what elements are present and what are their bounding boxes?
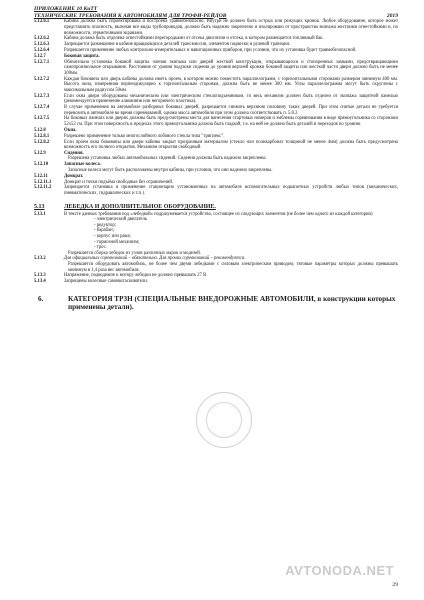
clause-text: Напряжение, подводимое к мотору лебедки не должно превышать 27 В. [64, 273, 208, 279]
chapter-heading [34, 295, 398, 312]
clause-text: Разрешено применение только многослойного лобового стекла типа "триплекс". [64, 133, 225, 139]
header-year: 2019 [386, 12, 398, 19]
clause-number: 5.12.7.5 [34, 116, 50, 122]
clause-number: 5.12.6.1 [34, 19, 50, 25]
clause-number: 5.12.8.2 [34, 139, 50, 145]
clause-number: 5.12.9 [34, 150, 46, 156]
clause-text: На боковых панелях или дверях должны быть предусмотрены места для нанесения стартовых номеров и эмблемы соревнования в виде прямоугольника со сторонами 52х52 см. При этом поверхность в пределах этого прямоугольника должна быть гладкой, т.е. на ней не должно быть деталей и переходов по уровню. [64, 116, 398, 127]
clause-row [34, 105, 398, 116]
clause-text: Обязательна установка боковой защиты членов экипажа или дверей жесткой конструкции, открывающихся и стопоренных замками, предотвращающими самопроизвольное открывание. Расстояние от уровня подушки сидения до уровня верхней кромки боковой защиты или жесткой части двери должно быть не менее 300мм. [64, 59, 398, 76]
list-item: - редуктор; [94, 223, 398, 229]
clause-row [34, 128, 398, 134]
clause-number: 5.12.10 [34, 162, 49, 168]
clause-row [34, 140, 398, 151]
clause-row [34, 54, 398, 60]
clause-number: 5.12.7.3 [34, 93, 50, 99]
clause-row [34, 42, 398, 48]
clause-text: Запасные колеса. [64, 162, 101, 168]
clause-number: 5.12.6.3 [34, 42, 50, 48]
clause-row [34, 180, 398, 186]
site-watermark: AVTONODA.NET [285, 563, 394, 578]
section-number: 5.13 [34, 204, 45, 211]
clause-text: Каждая боковина или дверь кабины должна иметь проем, в котором можно поместить параллелограмм, с горизонтальными сторонами размером минимум 400 мм. Высота окна, измеренная перпендикулярно к горизонтальным сторонам, должна быть не менее 300 мм. Углы параллелограмма могут быть скруглены с максимальным радиусом 50мм. [64, 76, 398, 93]
section-heading [34, 204, 398, 211]
clause-text: Для официальных соревнований – обязательно. Для прочих соревнований – рекомендуется. [64, 256, 246, 262]
clause-text: Запрещены колесные самовытаскиватели. [64, 279, 148, 285]
clause-row [34, 77, 398, 94]
clause-number: 5.12.7.2 [34, 76, 50, 82]
list-item: - тормозной механизм; [94, 240, 398, 246]
clause-text: Домкрат и точки подъёма свободные без ограничений. [64, 179, 174, 185]
page-header [34, 6, 398, 19]
chapter-number: 6. [38, 294, 44, 303]
clause-text: Запрещается установка и применение стационарно установленных на автомобиле вспомогательных подкапотных устройств любых типов (механических, пневматических, гидравлических и т.п.). [64, 185, 398, 196]
clause-row [34, 19, 398, 36]
clause-text: Домкрат. [64, 173, 84, 179]
clause-row [34, 174, 398, 180]
section-title: ЛЕБЕДКА И ДОПОЛНИТЕЛЬНОЕ ОБОРУДОВАНИЕ. [64, 204, 216, 211]
chapter-title: КАТЕГОРИЯ ТР3Н (СПЕЦИАЛЬНЫЕ ВНЕДОРОЖНЫЕ АВТОМОБИЛИ, в конструкции которых применены детали). [68, 294, 396, 312]
clause-row [34, 36, 398, 42]
list-item: - корпус или рама; [94, 234, 398, 240]
seats-note: Разрешена установка любых автомобильных сидений. Сидения должны быть надежно закреплены. [68, 156, 267, 162]
clause-text: Если окна двери оборудованы механическим или электрическим стеклоподъемником, то весь механизм должен быть отделен от экипажа защитной панелью (рекомендуется применение алюминия или негорючего пластика). [64, 93, 398, 105]
clause-number: 5.13.3 [34, 273, 46, 279]
header-title: ТЕХНИЧЕСКИЕ ТРЕБОВАНИЯ К АВТОМОБИЛЯМ ДЛЯ ТРОФИ-РЕЙДОВ [34, 12, 227, 19]
clause-row [34, 94, 398, 105]
clause-row [34, 116, 398, 127]
clause-row [34, 212, 398, 218]
list-item: - электрический двигатель [94, 217, 398, 223]
clause-number: 5.12.11.1 [34, 179, 52, 185]
clauses-list-3 [34, 174, 398, 197]
clause-number: 5.12.6.2 [34, 36, 50, 42]
clause-number: 5.13.1 [34, 211, 46, 217]
clause-number: 5.12.6.4 [34, 48, 50, 54]
clause-text: Сидения. [64, 150, 84, 156]
clause-number: 5.13.4 [34, 279, 46, 285]
clause-text: Запрещается размещение в кабине вращающихся деталей трансмиссии, элементов подвески и рулевой трапеции. [64, 42, 291, 48]
clause-number: 5.12.7.4 [34, 105, 50, 111]
clause-text: Если проем окна боковины или двери кабины закрыт прозрачным материалом (стекло или поликарбонат толщиной не менее 4мм) должна быть предусмотрена возможность его полного открытия. Механизм открытия свободный. [64, 139, 398, 151]
list-item: - трос. [94, 245, 398, 251]
clause-row [34, 48, 398, 54]
header-appendix: ПРИЛОЖЕНИЕ 10 КиТТ [34, 6, 98, 12]
winch-power-note: Разрешается оборудовать автомобиль, не более чем двумя лебедками с силовым электрическим приводом, тяговые параметры которых должны превышать минимум в 1,4 раза вес автомобиля. [68, 262, 398, 273]
clause-number: 5.12.7 [34, 53, 46, 59]
clause-row [34, 60, 398, 77]
clause-text: Кабина должна быть отделена огнестойкими перегородками от отсека двигателя и отсека, в котором размещается топливный бак. [64, 36, 324, 42]
clause-number: 5.13.2 [34, 256, 46, 262]
clause-row [34, 134, 398, 140]
stamp-seal [196, 392, 252, 448]
clause-number: 5.12.8 [34, 127, 46, 133]
clause-row [34, 279, 398, 285]
clause-number: 5.12.11 [34, 173, 48, 179]
clause-text: Боковая защита. [64, 53, 100, 59]
clause-number: 5.12.11.2 [34, 185, 52, 191]
spare-wheels-note: Запасные колеса могут быть расположены внутри кабины, при условии, что они надежно закреплены. [68, 167, 273, 173]
clause-text: Разрешается применение любых контрольно-измерительных и навигационных приборов, при условии, что их установка будет травмобезопасной. [64, 48, 357, 54]
clause-text: Окна. [64, 127, 77, 133]
clause-number: 5.12.8.1 [34, 133, 50, 139]
clause-number: 5.12.7.1 [34, 59, 50, 65]
winch-components-list [34, 217, 398, 250]
page-number: 29 [392, 582, 398, 588]
clause-text: В тексте данных требования под «лебедкой» подразумевается устройство, состоящее из следующих элементов (не более чем одного из каждой категории) [64, 211, 373, 217]
clause-text: Кабина должна быть спроектирована и построена травмобезопасно. Внутри не должно быть острых или режущих кромок. Любое оборудование, которое может представлять опасность, включая все виды трубопроводов, должно быть надежно закреплено и изолировано от пространства экипажа жесткими огнестойкими и, по возможности, герметичными экранами. [64, 19, 398, 36]
clause-row [34, 273, 398, 279]
clauses-list-4 [34, 273, 398, 284]
clauses-list [34, 19, 398, 156]
winch-assembly-note: Разрешается сборка лебедок из узлов различных марок и моделей. [68, 250, 201, 256]
list-item: - барабан; [94, 228, 398, 234]
clause-text: В случае применения на автомобиле разборных боковых дверей, разрешается снимать верхнюю половину таких дверей. При этом снятые детали не требуется перевозить в автомобиле во время соревнований, однако масса автомобиля при этом должна соответствовать п. 5.8.2 [64, 105, 398, 116]
clause-row [34, 185, 398, 196]
